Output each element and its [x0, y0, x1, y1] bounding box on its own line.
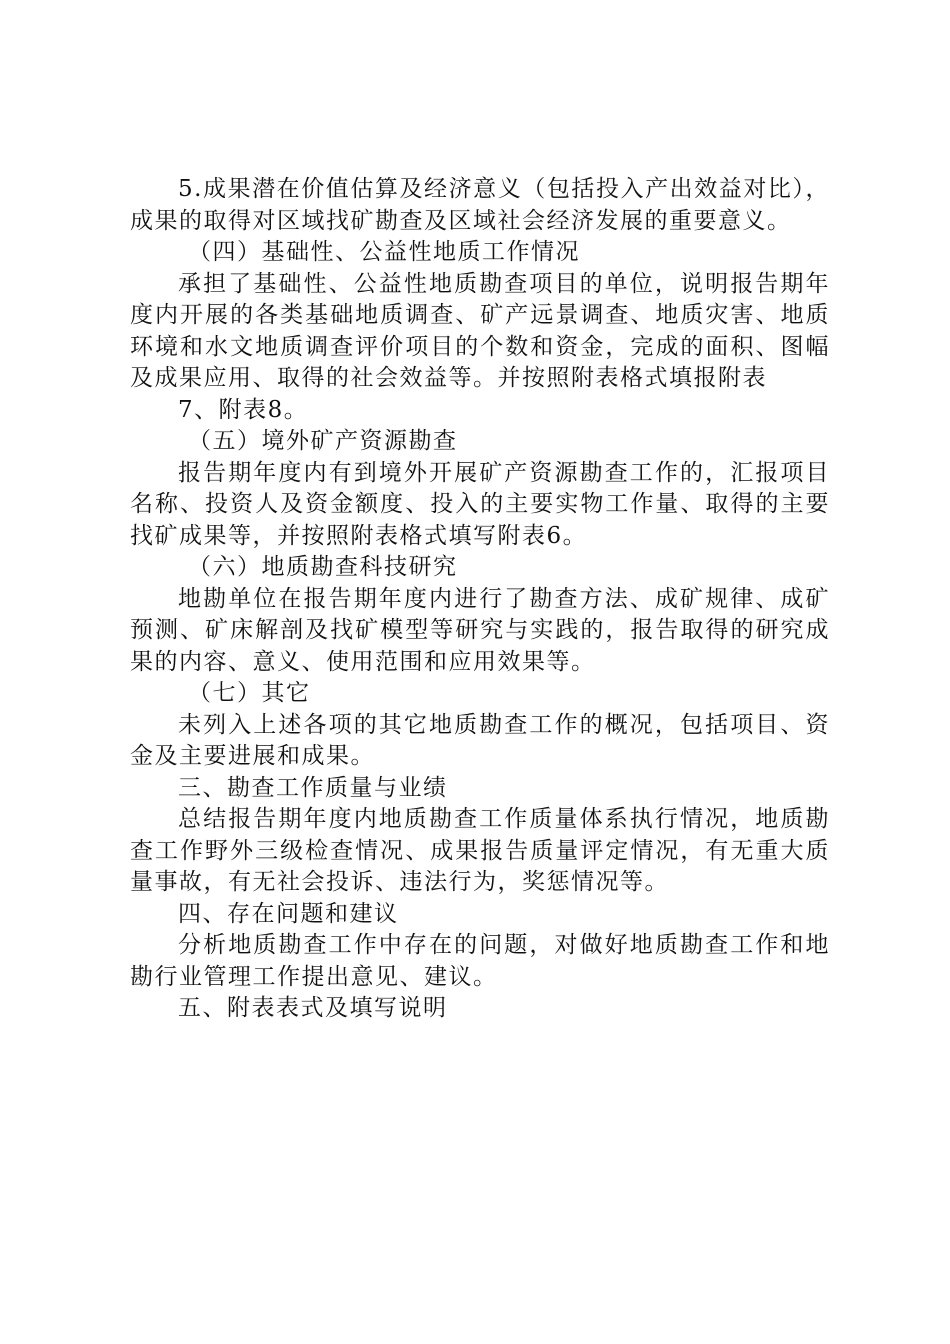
section-heading-appendix-format: 五、附表表式及填写说明 — [178, 995, 448, 1021]
document-body — [130, 174, 830, 1025]
paragraph-other: 未列入上述各项的其它地质勘查工作的概况，包括项目、资金及主要进展和成果。 — [130, 711, 830, 769]
section-heading-other: （七）其它 — [188, 680, 311, 706]
section-heading-overseas-exploration: （五）境外矿产资源勘查 — [188, 428, 458, 454]
section-heading-basic-public-geology: （四）基础性、公益性地质工作情况 — [188, 239, 580, 265]
paragraph-basic-public-geology: 承担了基础性、公益性地质勘查项目的单位，说明报告期年度内开展的各类基础地质调查、矿产远景调查、地质灾害、地质环境和水文地质调查评价项目的个数和资金，完成的面积、图幅及成果应用、取得的社会效益等。并按照附表格式填报附表 — [130, 270, 830, 391]
paragraph-appendix-8: 7、附表8。 — [178, 396, 309, 423]
paragraph-value-significance: 5.成果潜在价值估算及经济意义（包括投入产出效益对比），成果的取得对区域找矿勘查及区域社会经济发展的重要意义。 — [130, 176, 830, 234]
paragraph-tech-research: 地勘单位在报告期年度内进行了勘查方法、成矿规律、成矿预测、矿床解剖及找矿模型等研究与实践的，报告取得的研究成果的内容、意义、使用范围和应用效果等。 — [130, 585, 830, 675]
section-heading-issues: 四、存在问题和建议 — [178, 900, 399, 927]
paragraph-overseas-exploration: 报告期年度内有到境外开展矿产资源勘查工作的，汇报项目名称、投资人及资金额度、投入的主要实物工作量、取得的主要找矿成果等，并按照附表格式填写附表6。 — [130, 459, 830, 549]
paragraph-issues: 分析地质勘查工作中存在的问题，对做好地质勘查工作和地勘行业管理工作提出意见、建议。 — [130, 932, 830, 990]
section-heading-quality: 三、勘查工作质量与业绩 — [178, 774, 448, 801]
section-heading-tech-research: （六）地质勘查科技研究 — [188, 554, 458, 580]
paragraph-quality: 总结报告期年度内地质勘查工作质量体系执行情况，地质勘查工作野外三级检查情况、成果报告质量评定情况，有无重大质量事故，有无社会投诉、违法行为，奖惩情况等。 — [130, 806, 830, 895]
